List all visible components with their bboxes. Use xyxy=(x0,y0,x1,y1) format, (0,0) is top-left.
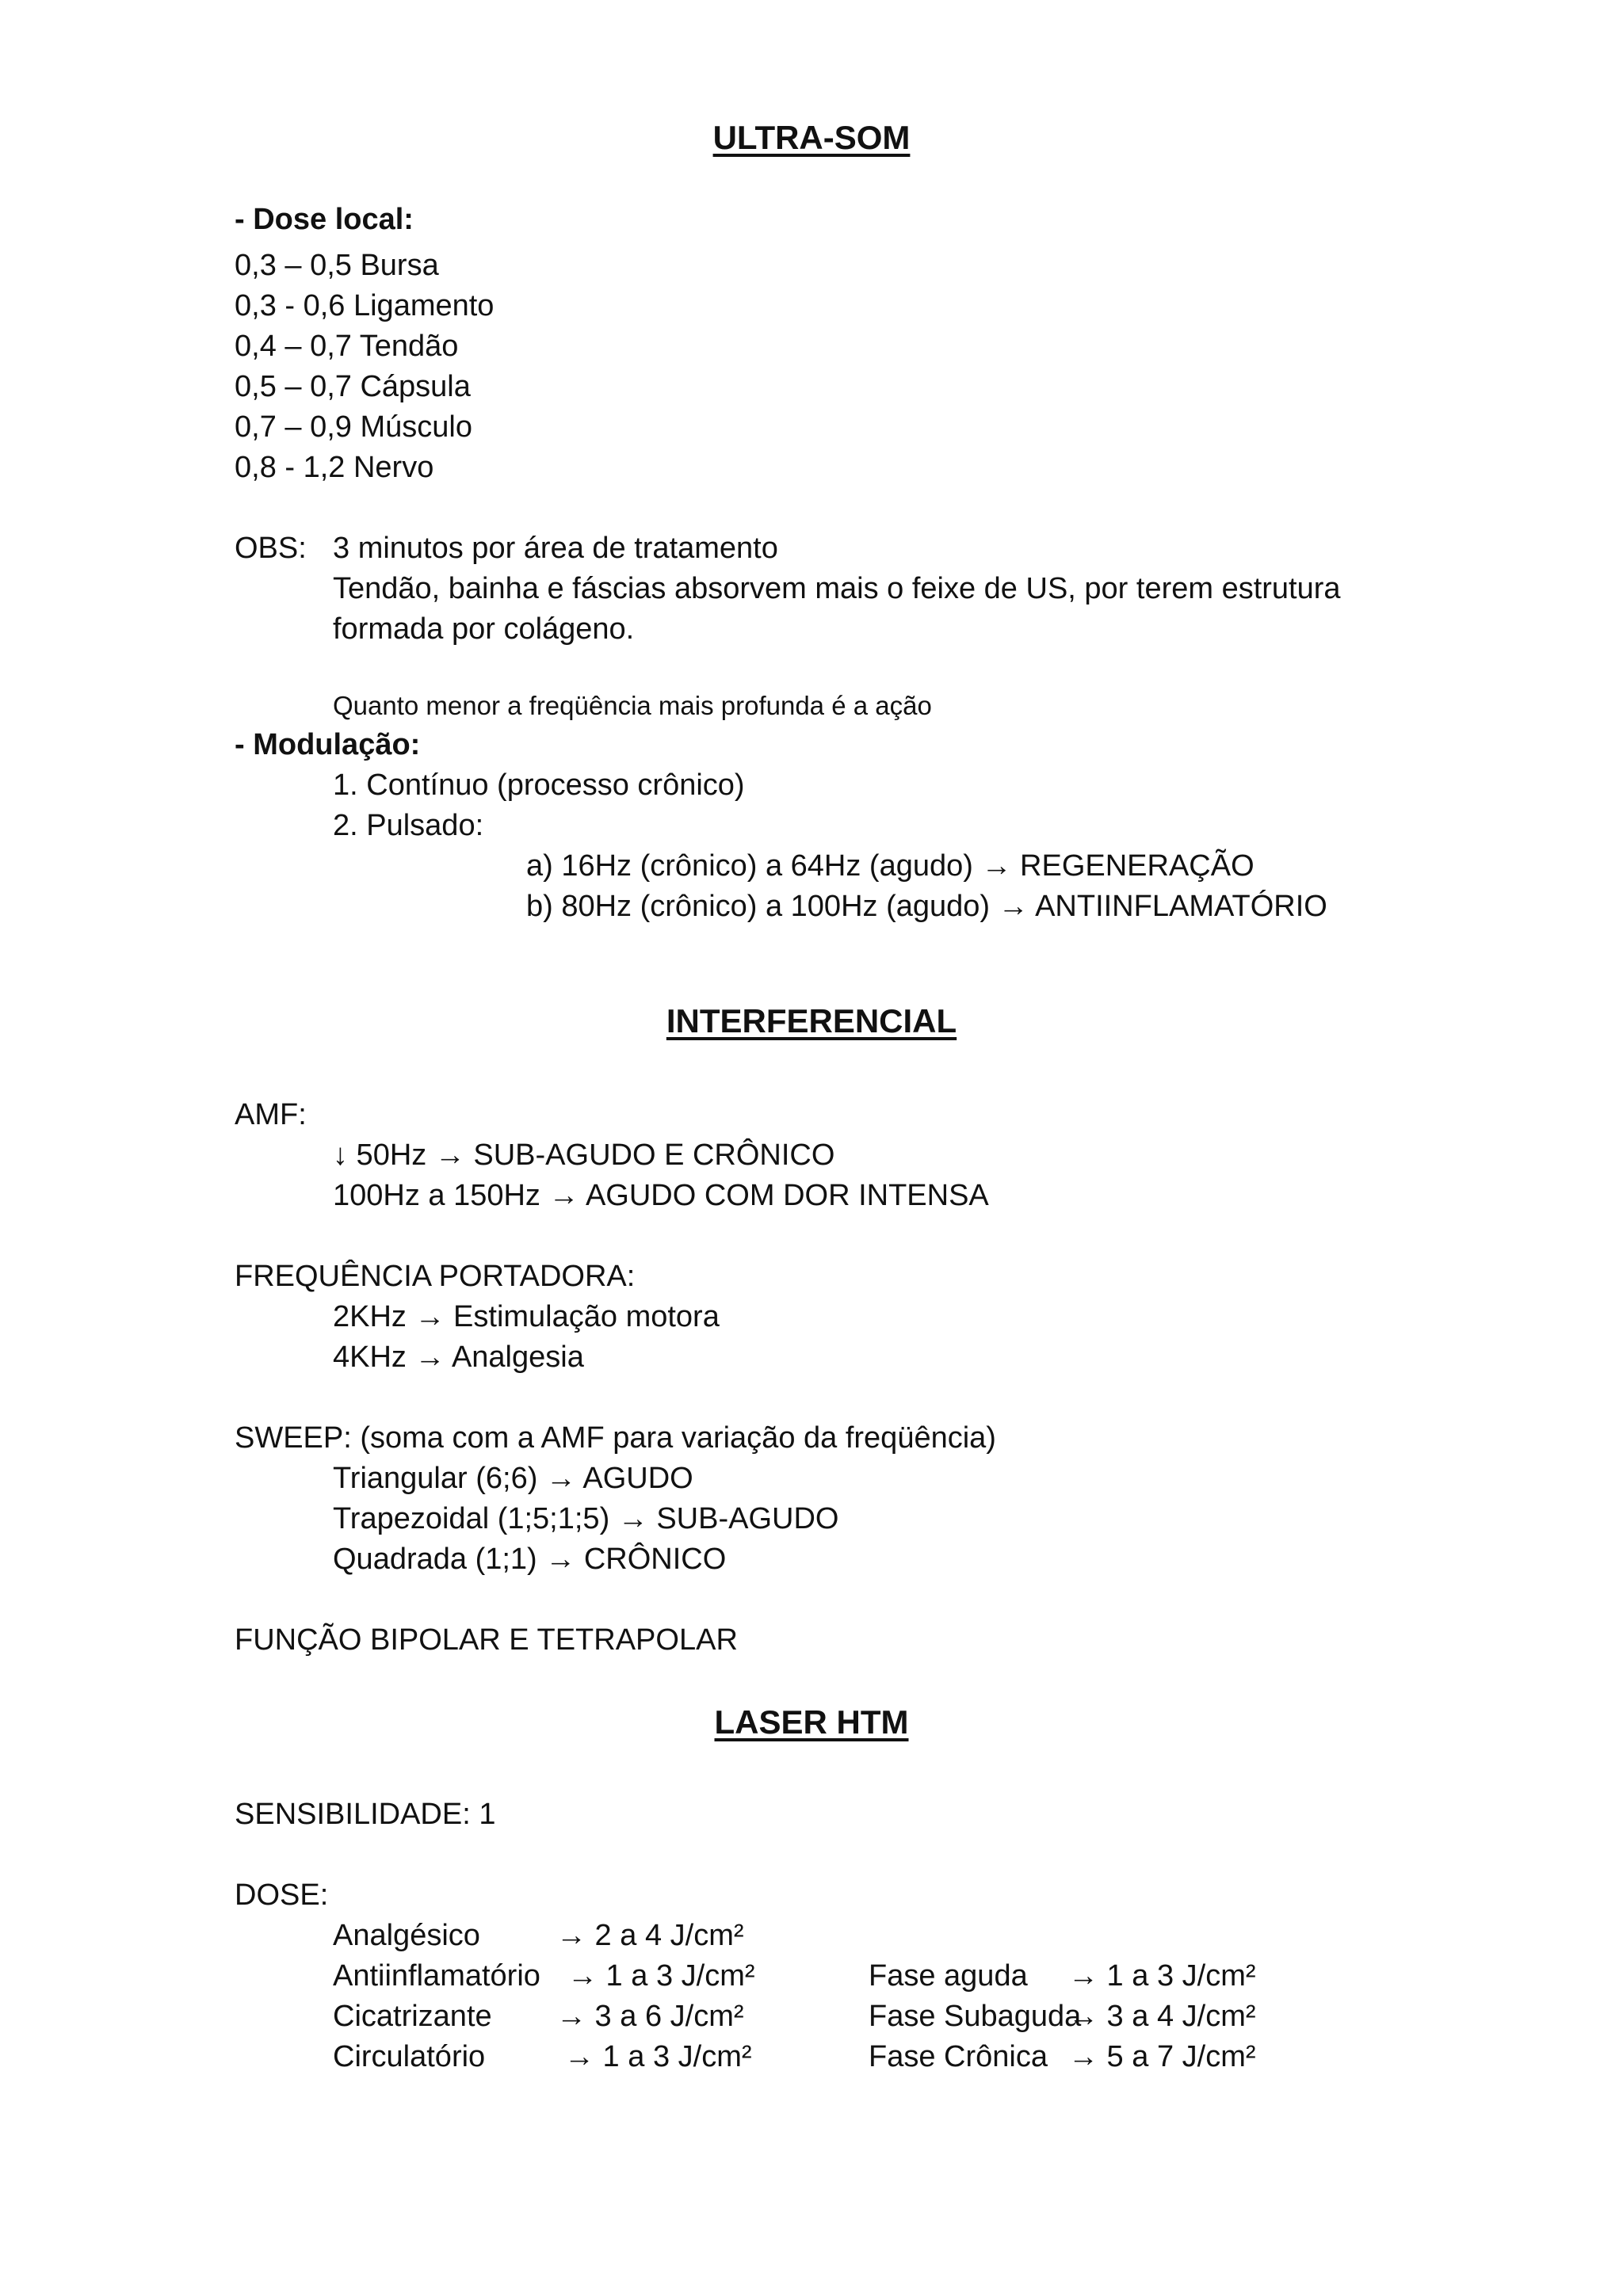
function-line: FUNÇÃO BIPOLAR E TETRAPOLAR xyxy=(235,1623,738,1657)
laser-dose-label: DOSE: xyxy=(235,1878,329,1912)
effect-value: → 1 a 3 J/cm² xyxy=(567,1959,755,1993)
frequency-note: Quanto menor a freqüência mais profunda é a ação xyxy=(333,691,932,720)
sensitivity-line: SENSIBILIDADE: 1 xyxy=(235,1798,496,1831)
effect-name: Analgésico xyxy=(333,1919,480,1952)
dose-line: 0,7 – 0,9 Músculo xyxy=(235,410,472,444)
phase-value: → 3 a 4 J/cm² xyxy=(1068,2000,1256,2033)
modulation-heading: - Modulação: xyxy=(235,728,421,761)
dose-line: 0,3 – 0,5 Bursa xyxy=(235,249,439,282)
sweep-item: Quadrada (1;1) → CRÔNICO xyxy=(333,1543,727,1576)
effect-value: → 3 a 6 J/cm² xyxy=(556,2000,744,2033)
obs-line: Tendão, bainha e fáscias absorvem mais o feixe de US, por terem estrutura xyxy=(333,572,1341,605)
amf-item: ↓ 50Hz → SUB-AGUDO E CRÔNICO xyxy=(333,1138,835,1172)
pulsed-item: b) 80Hz (crônico) a 100Hz (agudo) → ANTIINFLAMATÓRIO xyxy=(526,890,1327,923)
dose-line: 0,8 - 1,2 Nervo xyxy=(235,451,434,484)
obs-label: OBS: xyxy=(235,532,307,565)
effect-name: Antiinflamatório xyxy=(333,1959,540,1993)
dose-line: 0,5 – 0,7 Cápsula xyxy=(235,370,471,403)
dose-line: 0,3 - 0,6 Ligamento xyxy=(235,289,495,322)
sweep-item: Trapezoidal (1;5;1;5) → SUB-AGUDO xyxy=(333,1502,839,1535)
carrier-item: 2KHz → Estimulação motora xyxy=(333,1300,720,1333)
phase-value: → 5 a 7 J/cm² xyxy=(1068,2040,1256,2073)
obs-line: formada por colágeno. xyxy=(333,612,635,646)
dose-line: 0,4 – 0,7 Tendão xyxy=(235,330,459,363)
sweep-item: Triangular (6;6) → AGUDO xyxy=(333,1462,693,1495)
carrier-frequency-label: FREQUÊNCIA PORTADORA: xyxy=(235,1260,636,1293)
phase-name: Fase aguda xyxy=(869,1959,1028,1993)
carrier-item: 4KHz → Analgesia xyxy=(333,1341,584,1374)
laser-title: LASER HTM xyxy=(714,1703,909,1741)
dose-local-heading: - Dose local: xyxy=(235,203,414,236)
phase-name: Fase Crônica xyxy=(869,2040,1048,2073)
ultrasom-title: ULTRA-SOM xyxy=(712,119,911,156)
effect-name: Cicatrizante xyxy=(333,2000,492,2033)
pulsed-item: a) 16Hz (crônico) a 64Hz (agudo) → REGENERAÇÃO xyxy=(526,849,1254,883)
modulation-item: 1. Contínuo (processo crônico) xyxy=(333,769,745,802)
effect-value: → 1 a 3 J/cm² xyxy=(564,2040,752,2073)
effect-value: → 2 a 4 J/cm² xyxy=(556,1919,744,1952)
phase-value: → 1 a 3 J/cm² xyxy=(1068,1959,1256,1993)
amf-item: 100Hz a 150Hz → AGUDO COM DOR INTENSA xyxy=(333,1179,989,1212)
obs-line: 3 minutos por área de tratamento xyxy=(333,532,778,565)
phase-name: Fase Subaguda xyxy=(869,2000,1082,2033)
sweep-label: SWEEP: (soma com a AMF para variação da freqüência) xyxy=(235,1421,996,1455)
effect-name: Circulatório xyxy=(333,2040,486,2073)
interferencial-title: INTERFERENCIAL xyxy=(666,1002,957,1039)
modulation-item: 2. Pulsado: xyxy=(333,809,484,842)
amf-label: AMF: xyxy=(235,1098,307,1131)
